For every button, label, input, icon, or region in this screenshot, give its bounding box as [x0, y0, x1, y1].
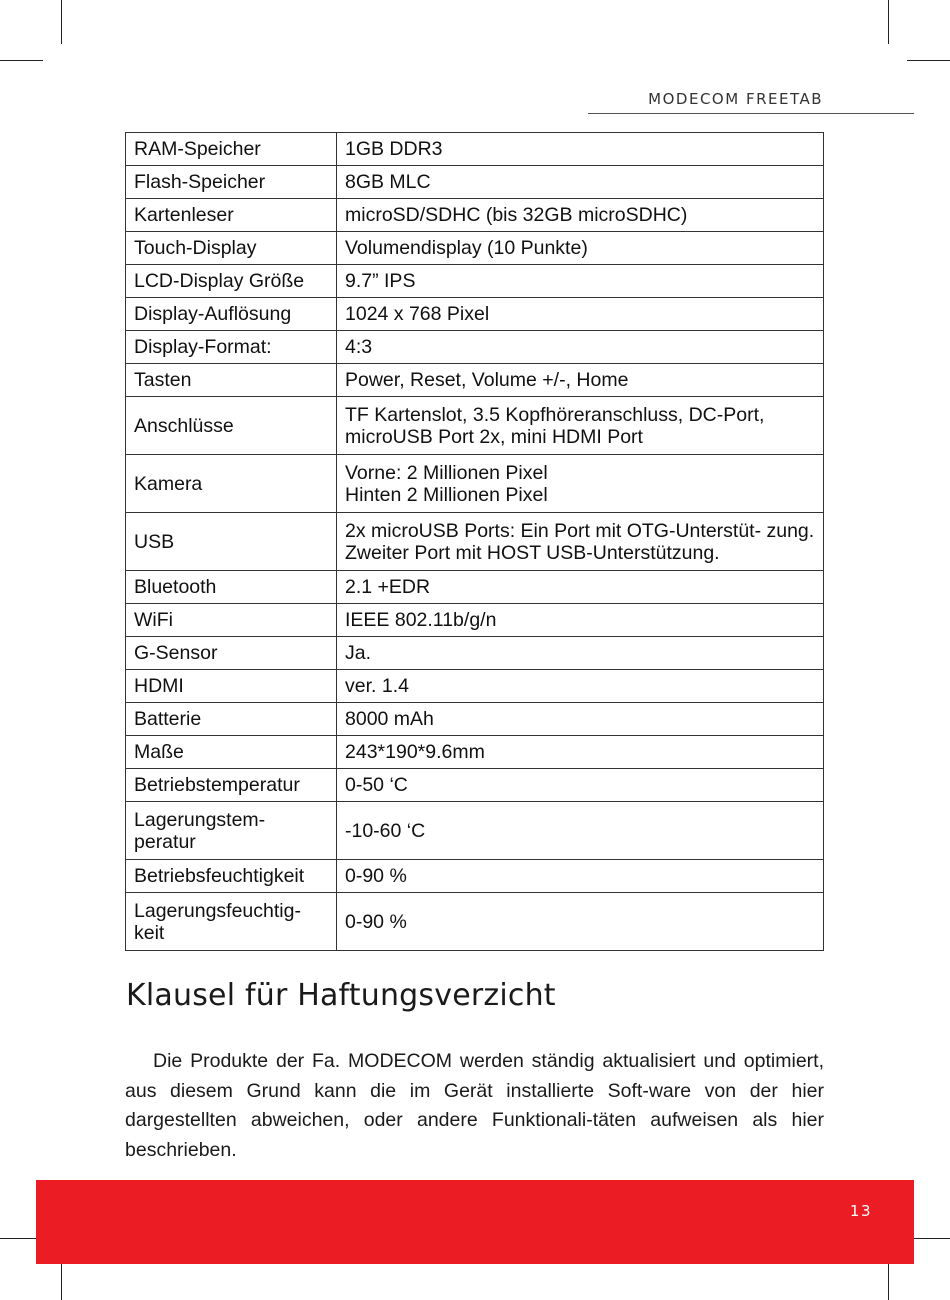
spec-row	[126, 455, 824, 513]
spec-row	[126, 364, 824, 397]
spec-label: Display-Format:	[126, 331, 337, 364]
spec-row	[126, 860, 824, 893]
spec-label: WiFi	[126, 604, 337, 637]
footer-band	[36, 1180, 914, 1264]
spec-value: -10-60 ‘C	[337, 802, 824, 860]
spec-row	[126, 397, 824, 455]
spec-value: IEEE 802.11b/g/n	[337, 604, 824, 637]
crop-mark	[907, 60, 950, 61]
running-header-title: MODECOM FREETAB	[648, 90, 823, 108]
spec-label: Flash-Speicher	[126, 166, 337, 199]
section-heading: Klausel für Haftungsverzicht	[126, 978, 556, 1013]
spec-label: Betriebsfeuchtigkeit	[126, 860, 337, 893]
spec-label: RAM-Speicher	[126, 133, 337, 166]
spec-label: Betriebstemperatur	[126, 769, 337, 802]
crop-mark	[888, 0, 889, 44]
spec-label: Bluetooth	[126, 571, 337, 604]
spec-label: Kamera	[126, 455, 337, 513]
spec-row	[126, 736, 824, 769]
spec-row	[126, 604, 824, 637]
spec-value: 4:3	[337, 331, 824, 364]
crop-mark	[61, 0, 62, 44]
spec-value: 0-90 %	[337, 893, 824, 951]
spec-label: HDMI	[126, 670, 337, 703]
spec-value: 0-90 %	[337, 860, 824, 893]
spec-value: ver. 1.4	[337, 670, 824, 703]
crop-mark	[0, 60, 43, 61]
spec-label: Batterie	[126, 703, 337, 736]
spec-value: microSD/SDHC (bis 32GB microSDHC)	[337, 199, 824, 232]
spec-row	[126, 298, 824, 331]
spec-row	[126, 769, 824, 802]
spec-row	[126, 703, 824, 736]
spec-label: Kartenleser	[126, 199, 337, 232]
spec-value: 243*190*9.6mm	[337, 736, 824, 769]
spec-value: Power, Reset, Volume +/-, Home	[337, 364, 824, 397]
spec-value: 1024 x 768 Pixel	[337, 298, 824, 331]
spec-row	[126, 802, 824, 860]
spec-value: 2.1 +EDR	[337, 571, 824, 604]
spec-label: Lagerungsfeuchtig- keit	[126, 893, 337, 951]
spec-value: 9.7” IPS	[337, 265, 824, 298]
spec-row	[126, 513, 824, 571]
spec-label: G-Sensor	[126, 637, 337, 670]
spec-label: Anschlüsse	[126, 397, 337, 455]
spec-label: USB	[126, 513, 337, 571]
spec-row	[126, 893, 824, 951]
spec-label: Display-Auflösung	[126, 298, 337, 331]
spec-value: 2x microUSB Ports: Ein Port mit OTG-Unterstüt- zung. Zweiter Port mit HOST USB-Unterstützung.	[337, 513, 824, 571]
spec-row	[126, 133, 824, 166]
spec-label: Lagerungstem- peratur	[126, 802, 337, 860]
spec-row	[126, 265, 824, 298]
spec-value: TF Kartenslot, 3.5 Kopfhöreranschluss, DC-Port, microUSB Port 2x, mini HDMI Port	[337, 397, 824, 455]
spec-row	[126, 199, 824, 232]
spec-value: Vorne: 2 Millionen Pixel Hinten 2 Millionen Pixel	[337, 455, 824, 513]
spec-table-body	[126, 133, 824, 951]
spec-value: Volumendisplay (10 Punkte)	[337, 232, 824, 265]
spec-value: 1GB DDR3	[337, 133, 824, 166]
spec-value: Ja.	[337, 637, 824, 670]
disclaimer-paragraph: Die Produkte der Fa. MODECOM werden ständig aktualisiert und optimiert, aus diesem Grund kann die im Gerät installierte Soft-ware von der hier dargestellten abweichen, oder andere Funktionali-täten aufweisen als hier beschrieben.	[125, 1050, 824, 1161]
spec-label: Tasten	[126, 364, 337, 397]
spec-label: LCD-Display Größe	[126, 265, 337, 298]
spec-row	[126, 166, 824, 199]
spec-label: Touch-Display	[126, 232, 337, 265]
spec-value: 0-50 ‘C	[337, 769, 824, 802]
page-number: 13	[849, 1202, 872, 1220]
spec-table	[125, 132, 824, 951]
spec-row	[126, 637, 824, 670]
spec-row	[126, 670, 824, 703]
header-rule	[588, 113, 914, 114]
spec-value: 8GB MLC	[337, 166, 824, 199]
spec-label: Maße	[126, 736, 337, 769]
spec-row	[126, 331, 824, 364]
spec-value: 8000 mAh	[337, 703, 824, 736]
spec-row	[126, 232, 824, 265]
spec-row	[126, 571, 824, 604]
